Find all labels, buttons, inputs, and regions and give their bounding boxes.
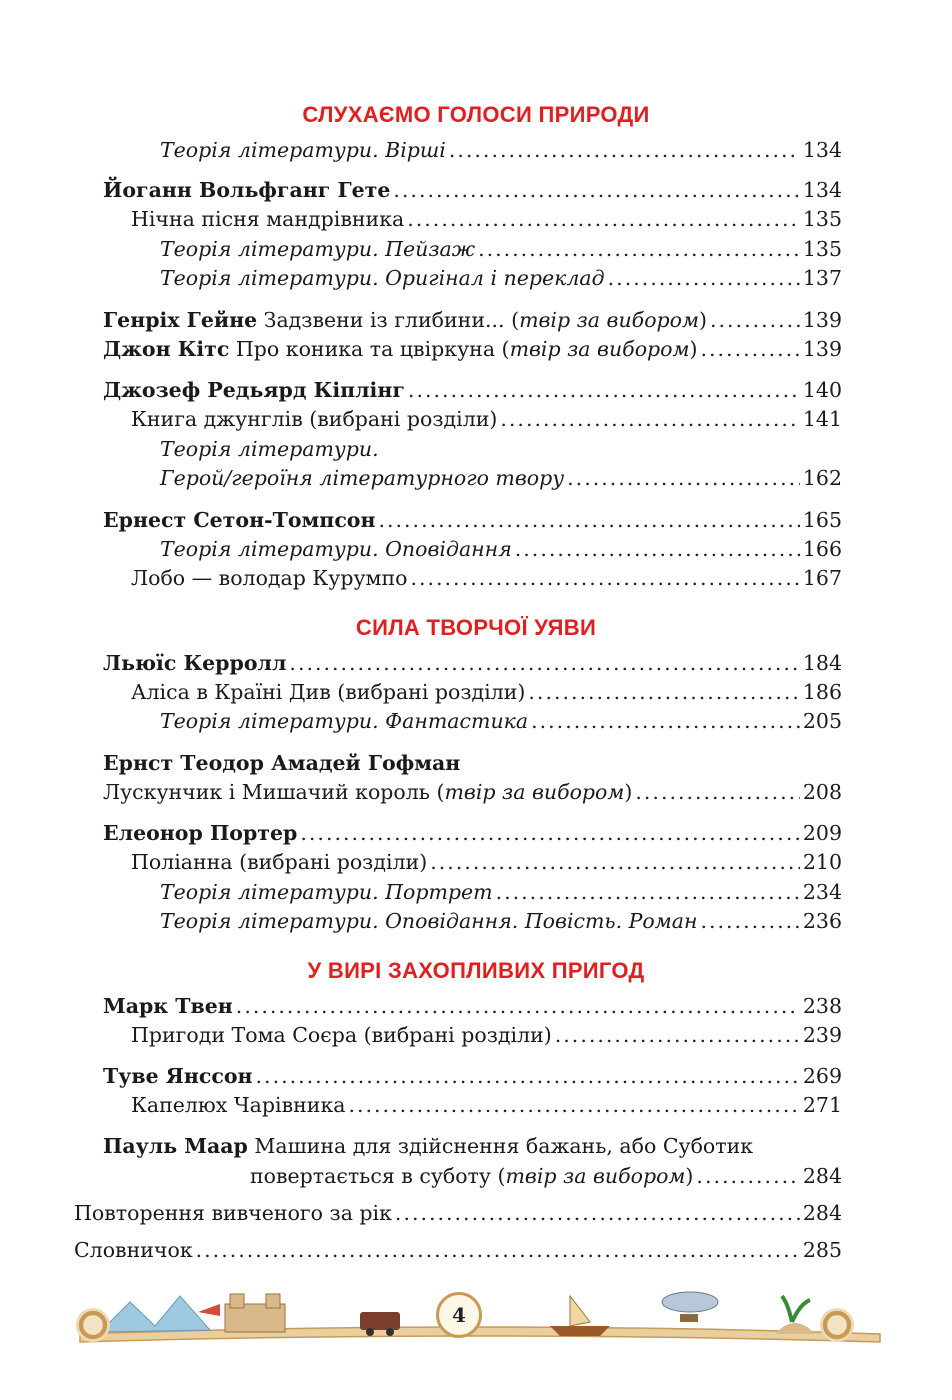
- entry-page: 209: [802, 821, 842, 845]
- entry-page: 167: [802, 566, 842, 590]
- entry-author: Туве Янссон: [103, 1064, 253, 1088]
- airship-icon: [662, 1292, 718, 1312]
- toc-entry[interactable]: [103, 648, 842, 678]
- toc-entry[interactable]: [103, 777, 842, 807]
- entry-page: 269: [802, 1064, 842, 1088]
- entry-text: [103, 334, 698, 364]
- entry-page: 205: [802, 709, 842, 733]
- entry-page: 139: [802, 337, 842, 361]
- leader-dots: [236, 991, 800, 1021]
- leader-dots: [555, 1020, 800, 1050]
- leader-dots: [478, 234, 800, 264]
- entry-work: Машина для здійснення бажань, або Суботик: [254, 1134, 754, 1158]
- entry-page: 165: [802, 508, 842, 532]
- entry-author: Елеонор Портер: [103, 821, 298, 845]
- ship-icon: [550, 1326, 610, 1336]
- entry-page: 285: [802, 1238, 842, 1262]
- toc-entry[interactable]: [250, 1161, 842, 1191]
- toc-entry[interactable]: [103, 305, 842, 335]
- leader-dots: [410, 563, 799, 593]
- toc-entry[interactable]: [74, 1198, 842, 1228]
- entry-page: 162: [802, 466, 842, 490]
- entry-work: Лускунчик і Мишачий король (: [103, 780, 445, 804]
- entry-note: твір за вибором: [444, 780, 625, 804]
- entry-text: Книга джунглів (вибрані розділи): [131, 407, 498, 431]
- leader-dots: [395, 1198, 800, 1228]
- entry-text: [250, 1161, 693, 1191]
- leader-dots: [528, 677, 799, 707]
- entry-text: Аліса в Країні Див (вибрані розділи): [131, 680, 526, 704]
- entry-close: ): [689, 337, 698, 361]
- leader-dots: [701, 334, 800, 364]
- entry-text: [103, 777, 632, 807]
- toc-entry[interactable]: [160, 263, 842, 293]
- entry-author: Джозеф Редьярд Кіплінг: [103, 378, 405, 402]
- entry-page: 140: [802, 378, 842, 402]
- entry-text: Теорія літератури. Фантастика: [160, 709, 529, 733]
- toc-entry[interactable]: [160, 434, 842, 464]
- toc-entry[interactable]: [160, 234, 842, 264]
- entry-close: ): [699, 308, 707, 332]
- entry-close: ): [685, 1164, 694, 1188]
- entry-page: 139: [802, 308, 842, 332]
- toc-entry[interactable]: [160, 135, 842, 165]
- toc-entry[interactable]: [103, 334, 842, 364]
- toc-entry[interactable]: [131, 677, 842, 707]
- leader-dots: [348, 1090, 799, 1120]
- leader-dots: [710, 305, 800, 335]
- entry-page: 137: [802, 266, 842, 290]
- entry-text: Капелюх Чарівника: [131, 1093, 346, 1117]
- entry-page: 284: [802, 1201, 842, 1225]
- entry-author: Льюїс Керролл: [103, 651, 287, 675]
- entry-text: [103, 1131, 753, 1161]
- entry-page: 210: [802, 850, 842, 874]
- toc-entry[interactable]: [131, 847, 842, 877]
- entry-author: Ернест Сетон-Томпсон: [103, 508, 376, 532]
- entry-text: Теорія літератури.: [160, 437, 379, 461]
- entry-note: твір за вибором: [519, 308, 699, 332]
- toc-entry[interactable]: [103, 1061, 842, 1091]
- leader-dots: [500, 404, 799, 434]
- entry-text: Герой/героїня літературного твору: [160, 466, 565, 490]
- train-icon: [360, 1312, 400, 1330]
- entry-author: Йоганн Вольфганг Гете: [103, 178, 391, 202]
- entry-note: твір за вибором: [509, 337, 690, 361]
- leader-dots: [700, 906, 799, 936]
- entry-text: Теорія літератури. Оповідання: [160, 537, 512, 561]
- entry-author: Пауль Маар: [103, 1134, 248, 1158]
- leader-dots: [515, 534, 800, 564]
- entry-page: 208: [802, 780, 842, 804]
- entry-work: повертається в суботу (: [250, 1164, 506, 1188]
- toc-entry[interactable]: [131, 404, 842, 434]
- entry-author: Марк Твен: [103, 994, 233, 1018]
- entry-page: 234: [802, 880, 842, 904]
- entry-page: 239: [802, 1023, 842, 1047]
- toc-entry[interactable]: [74, 1235, 842, 1265]
- entry-text: Повторення вивченого за рік: [74, 1201, 392, 1225]
- entry-text: Теорія літератури. Оригінал і переклад: [160, 266, 605, 290]
- entry-page: 238: [802, 994, 842, 1018]
- leader-dots: [496, 877, 800, 907]
- entry-page: 135: [802, 207, 842, 231]
- toc-entry[interactable]: [103, 505, 842, 535]
- entry-page: 236: [802, 909, 842, 933]
- leader-dots: [256, 1061, 800, 1091]
- entry-author: Ернст Теодор Амадей Гофман: [103, 751, 461, 775]
- toc-entry[interactable]: [131, 1020, 842, 1050]
- entry-work: Про коника та цвіркуна (: [235, 337, 510, 361]
- entry-work: Задзвени із глибини... (: [263, 308, 520, 332]
- island-icon: [775, 1323, 815, 1334]
- leader-dots: [408, 375, 800, 405]
- entry-text: Теорія літератури. Портрет: [160, 880, 493, 904]
- entry-text: Нічна пісня мандрівника: [131, 207, 405, 231]
- footer-right-ornament: [820, 1308, 854, 1342]
- mountains-icon: [100, 1296, 210, 1332]
- entry-page: 184: [802, 651, 842, 675]
- entry-page: 271: [802, 1093, 842, 1117]
- page-number: 4: [436, 1292, 482, 1338]
- entry-text: Теорія літератури. Вірші: [160, 138, 446, 162]
- entry-text: Теорія літератури. Пейзаж: [160, 237, 476, 261]
- entry-text: Лобо — володар Курумпо: [131, 566, 408, 590]
- toc-entry[interactable]: [103, 1131, 842, 1161]
- toc-entry[interactable]: [131, 204, 842, 234]
- toc-entry[interactable]: [103, 375, 842, 405]
- footer-left-ornament: [76, 1308, 110, 1342]
- leader-dots: [567, 463, 800, 493]
- leader-dots: [289, 648, 799, 678]
- entry-close: ): [624, 780, 633, 804]
- section-title: СЛУХАЄМО ГОЛОСИ ПРИРОДИ: [302, 102, 650, 127]
- toc-entry[interactable]: [160, 534, 842, 564]
- toc-entry[interactable]: [160, 906, 842, 936]
- leader-dots: [407, 204, 800, 234]
- flag-icon: [198, 1304, 220, 1316]
- entry-page: 284: [802, 1164, 842, 1188]
- entry-note: твір за вибором: [505, 1164, 686, 1188]
- toc-entry[interactable]: [103, 748, 842, 778]
- entry-page: 135: [802, 237, 842, 261]
- palm-icon: [782, 1296, 810, 1322]
- leader-dots: [430, 847, 800, 877]
- toc-entry[interactable]: [131, 1090, 842, 1120]
- toc-entry[interactable]: [103, 991, 842, 1021]
- leader-dots: [696, 1161, 799, 1191]
- toc-entry[interactable]: [103, 818, 842, 848]
- toc-entry[interactable]: [160, 706, 842, 736]
- leader-dots: [449, 135, 800, 165]
- leader-dots: [608, 263, 800, 293]
- leader-dots: [393, 175, 799, 205]
- toc-entry[interactable]: [131, 563, 842, 593]
- entry-text: Пригоди Тома Соєра (вибрані розділи): [131, 1023, 552, 1047]
- leader-dots: [635, 777, 799, 807]
- entry-text: [103, 305, 707, 335]
- leader-dots: [531, 706, 800, 736]
- entry-page: 186: [802, 680, 842, 704]
- entry-text: Поліанна (вибрані розділи): [131, 850, 428, 874]
- entry-page: 134: [802, 138, 842, 162]
- leader-dots: [196, 1235, 800, 1265]
- leader-dots: [378, 505, 799, 535]
- section-title: У ВИРІ ЗАХОПЛИВИХ ПРИГОД: [307, 958, 645, 983]
- entry-page: 141: [802, 407, 842, 431]
- entry-page: 134: [802, 178, 842, 202]
- entry-text: Словничок: [74, 1238, 193, 1262]
- entry-author: Генріх Гейне: [103, 308, 258, 332]
- leader-dots: [300, 818, 799, 848]
- toc-entry[interactable]: [160, 877, 842, 907]
- section-title: СИЛА ТВОРЧОЇ УЯВИ: [355, 615, 597, 640]
- entry-author: Джон Кітс: [103, 337, 230, 361]
- toc-entry[interactable]: [103, 175, 842, 205]
- toc-entry[interactable]: [160, 463, 842, 493]
- entry-text: Теорія літератури. Оповідання. Повість. Роман: [160, 909, 698, 933]
- entry-page: 166: [802, 537, 842, 561]
